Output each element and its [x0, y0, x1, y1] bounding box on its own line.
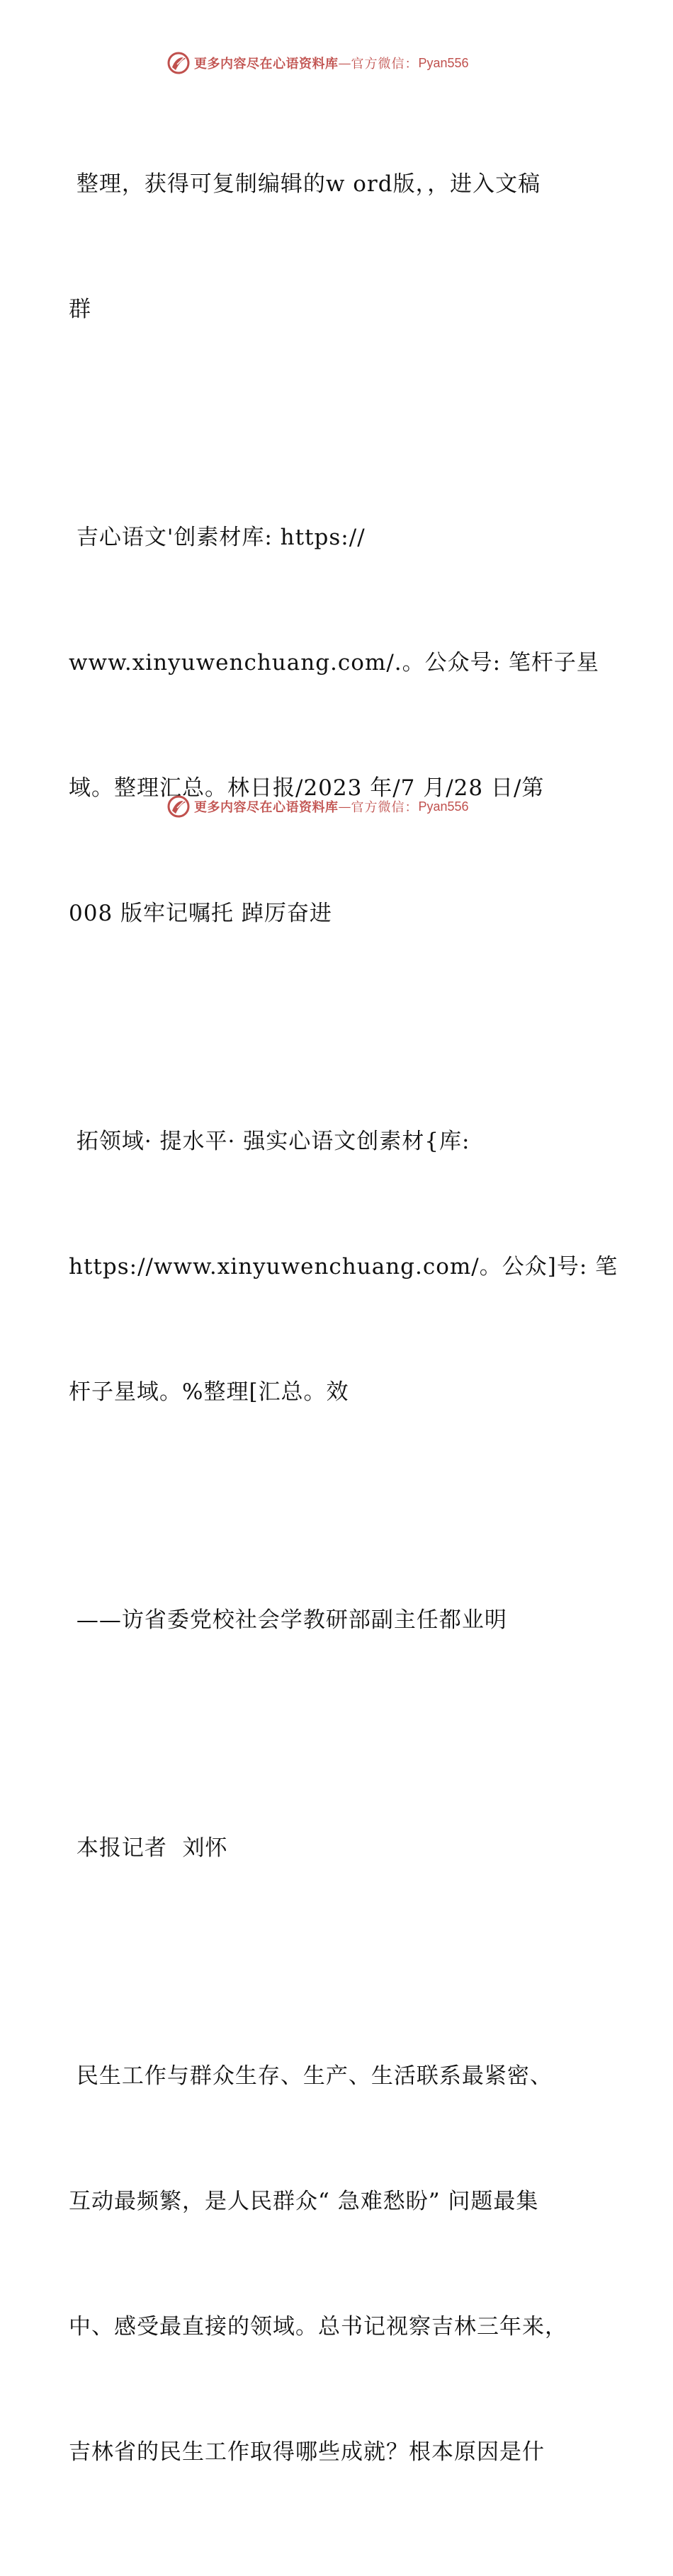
- footer-wechat-id: Pyan556: [418, 799, 469, 814]
- header-separator: —: [338, 55, 351, 71]
- document-body: [69, 80, 635, 2576]
- paragraph-intro: [69, 80, 635, 414]
- footer-official-label: 官方微信：: [351, 800, 419, 815]
- header-banner: [167, 51, 469, 75]
- paragraph-headline: [69, 1037, 635, 1497]
- footer-brand-text: 更多内容尽在心语资料库: [194, 800, 339, 815]
- header-brand-text: 更多内容尽在心语资料库: [194, 57, 339, 72]
- text-line: 整理，获得可复制编辑的w ord版，，进入文稿: [69, 171, 541, 197]
- paragraph-subtitle: [69, 1516, 635, 1725]
- header-wechat-id: Pyan556: [418, 55, 469, 70]
- text-line: 互动最频繁，是人民群众“ 急难愁盼” 问题最集: [69, 2189, 539, 2214]
- text-line: 群: [69, 297, 91, 322]
- footer-banner: [167, 794, 469, 819]
- text-line: https://www.xinyuwenchuang.com/。公众]号: 笔: [69, 1254, 618, 1280]
- text-line: www.xinyuwenchuang.com/.。公众号: 笔杆子星: [69, 650, 599, 676]
- paragraph-byline: [69, 1744, 635, 1953]
- paragraph-source: [69, 433, 635, 1018]
- text-line: 民生工作与群众生存、生产、生活联系最紧密、: [69, 2063, 553, 2089]
- text-line: 008 版牢记嘱托 踔厉奋进: [69, 901, 332, 926]
- header-official-label: 官方微信：: [351, 57, 419, 72]
- text-line: 拓领域· 提水平· 强实心语文创素材{库:: [69, 1129, 470, 1154]
- text-line: 杆子星域。%整理[汇总。效: [69, 1379, 349, 1405]
- brand-logo-icon: [167, 795, 190, 818]
- text-line: 本报记者 刘怀: [69, 1835, 228, 1861]
- text-line: 吉林省的民生工作取得哪些成就？根本原因是什: [69, 2439, 545, 2465]
- text-line: 吉心语文'创素材库: https://: [69, 525, 366, 550]
- text-line: ——访省委党校社会学教研部副主任都业明: [69, 1607, 507, 1633]
- text-line: 中、感受最直接的领域。总书记视察吉林三年来，: [69, 2314, 567, 2340]
- footer-separator: —: [338, 799, 351, 814]
- brand-logo-icon: [167, 52, 190, 74]
- paragraph-body: [69, 1972, 635, 2557]
- text-line: 域。整理汇总。林日报/2023 年/7 月/28 日/第: [69, 775, 545, 801]
